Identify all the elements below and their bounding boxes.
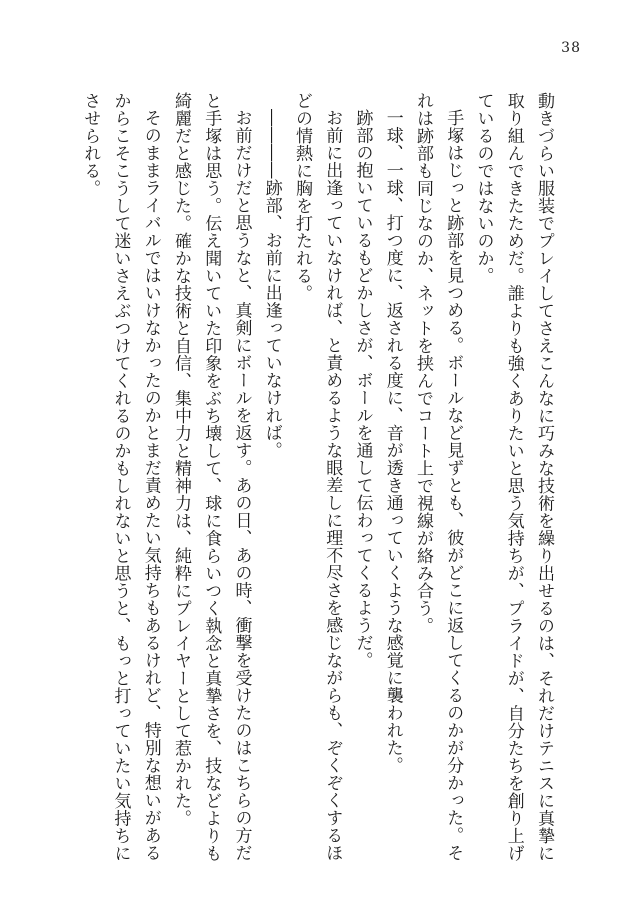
page-number: 38 — [561, 40, 581, 56]
paragraph-8: そのままライバルではいけなかったのかとまだ責めたい気持ちもあるけれど、特別な想いがあるからこそこうして迷いさえぶつけてくれるのかもしれないと思うと、もっと打っていたい気持ちにさせられる。 — [80, 92, 161, 862]
paragraph-4: 跡部の抱いているもどかしさが、ボールを通して伝わってくるようだ。 — [352, 109, 373, 669]
paragraph-7: お前だけだと思うなと、真剣にボールを返す。あの日、あの時、衝撃を受けたのはこちらの方だと手塚は思う。伝え聞いていた印象をぶち壊して、球に食らいつく執念と真摯さを、技などよりも綺麗だと感じた。確かな技術と自信、集中力と精神力は、純粋にプレイヤーとして惹かれた。 — [171, 92, 252, 862]
vertical-text-body — [59, 92, 559, 862]
paragraph-6-dash-line: ――――跡部、お前に出逢っていなければ。 — [261, 109, 282, 459]
paragraph-2: 手塚はじっと跡部を見つめる。ボールなど見ずとも、彼がどこに返してくるのかが分かった。それは跡部も同じなのか、ネットを挟んでコート上で視線が絡み合う。 — [413, 92, 464, 862]
paragraph-1: 動きづらい服装でプレイしてさえこんなに巧みな技術を繰り出せるのは、それだけテニスに真摯に取り組んできたためだ。誰よりも強くありたいと思う気持ちが、プライドが、自分たちを創り上げているのではないのか。 — [473, 92, 554, 862]
paragraph-3: 一球、一球、打つ度に、返される度に、音が透き通っていくような感覚に襲われた。 — [382, 109, 403, 774]
paragraph-5: お前に出逢っていなければ、と責めるような眼差しに理不尽さを感じながらも、ぞくぞくするほどの情熱に胸を打たれる。 — [292, 92, 343, 862]
